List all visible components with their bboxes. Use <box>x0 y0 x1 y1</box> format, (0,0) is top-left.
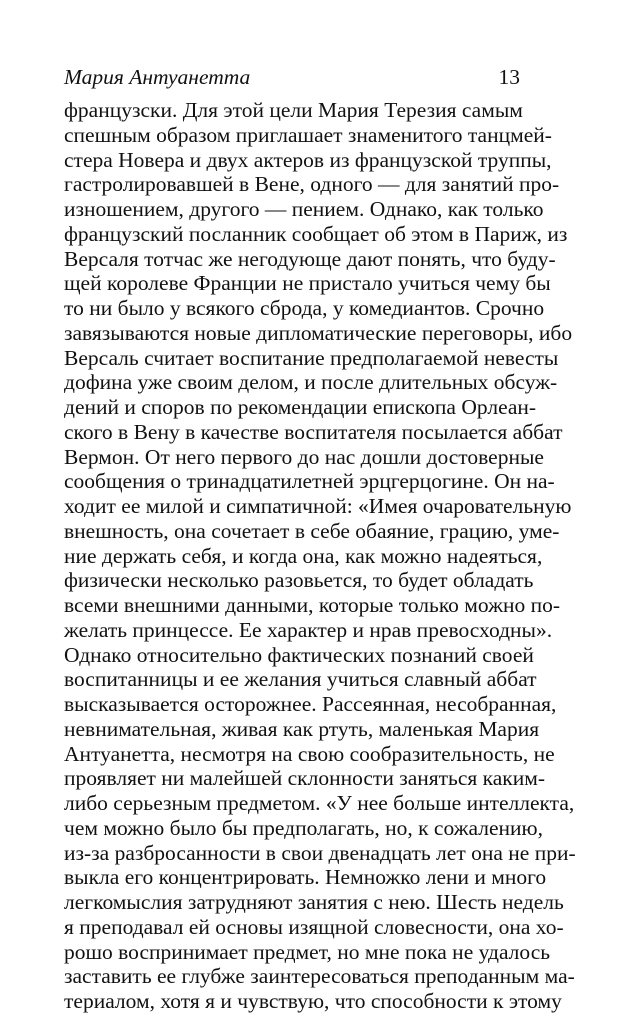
text-line: проявляет ни малейшей склонности заняться каким- <box>64 766 546 791</box>
text-line: французский посланник сообщает об этом в Париж, из <box>64 221 568 246</box>
text-line: высказывается осторожнее. Рассеянная, несобранная, <box>64 692 557 716</box>
text-line: ского в Вену в качестве воспитателя посылается аббат <box>64 419 563 444</box>
text-line: желать принцессе. Ее характер и нрав превосходны». <box>64 617 553 642</box>
text-line: Антуанетта, несмотря на свою сообразительность, не <box>64 741 555 766</box>
text-line: невнимательная, живая как ртуть, маленькая Мария <box>64 716 540 741</box>
text-line: дофина уже своим делом, и после длительных обсуж- <box>64 370 558 395</box>
text-line: дений и споров по рекомендации епископа Орлеан- <box>64 395 537 419</box>
text-line: завязываются новые дипломатические переговоры, ибо <box>64 320 573 345</box>
text-line: щей королеве Франции не пристало учиться чему бы <box>64 271 551 296</box>
text-line: я преподавал ей основы изящной словесности, она хо- <box>64 914 564 939</box>
text-line: изношением, другого — пением. Однако, как только <box>64 197 544 221</box>
text-line: рошо воспринимает предмет, но мне пока не удалось <box>64 939 551 964</box>
text-line: физически несколько разовьется, то будет обладать <box>64 568 534 593</box>
text-line: воспитанницы и ее желания учиться славный аббат <box>64 667 537 692</box>
text-line: выкла его концентрировать. Немножко лени и много <box>64 865 547 890</box>
text-line: из-за разбросанности в свои двенадцать лет она не при- <box>64 840 576 865</box>
text-line: чем можно было бы предполагать, но, к сожалению, <box>64 815 543 840</box>
text-line: Вермон. От него первого до нас дошли достоверные <box>64 444 544 469</box>
page-number: 13 <box>498 65 520 89</box>
text-line: ходит ее милой и симпатичной: «Имея очаровательную <box>64 494 572 518</box>
running-title: Мария Антуанетта <box>64 65 251 89</box>
text-line: Однако относительно фактических познаний своей <box>64 642 534 667</box>
text-line: то ни было у всякого сброда, у комедиантов. Срочно <box>64 296 545 320</box>
text-line: Версаль считает воспитание предполагаемой невесты <box>64 345 559 370</box>
text-line: легкомыслия затрудняют занятия с нею. Шесть недель <box>64 890 564 914</box>
text-line: гастролировавшей в Вене, одного — для занятий про- <box>64 172 560 197</box>
body-text <box>64 98 576 1014</box>
text-line: всеми внешними данными, которые только можно по- <box>64 593 561 617</box>
text-line: внешность, она сочетает в себе обаяние, грацию, уме- <box>64 518 560 543</box>
text-line: французски. Для этой цели Мария Терезия самым <box>64 98 523 122</box>
text-line: териалом, хотя я и чувствую, что способности к этому <box>64 989 562 1013</box>
text-line: стера Новера и двух актеров из французской труппы, <box>64 147 552 172</box>
text-line: сообщения о тринадцатилетней эрцгерцогине. Он на- <box>64 469 555 494</box>
text-line: либо серьезным предметом. «У нее больше интеллекта, <box>64 791 575 815</box>
text-line: заставить ее глубже заинтересоваться преподанным ма- <box>64 964 575 989</box>
page-header <box>64 65 520 95</box>
text-line: ние держать себя, и когда она, как можно надеяться, <box>64 543 543 568</box>
text-line: Версаля тотчас же негодующе дают понять, что буду- <box>64 246 556 271</box>
text-line: спешным образом приглашает знаменитого танцмей- <box>64 122 552 147</box>
